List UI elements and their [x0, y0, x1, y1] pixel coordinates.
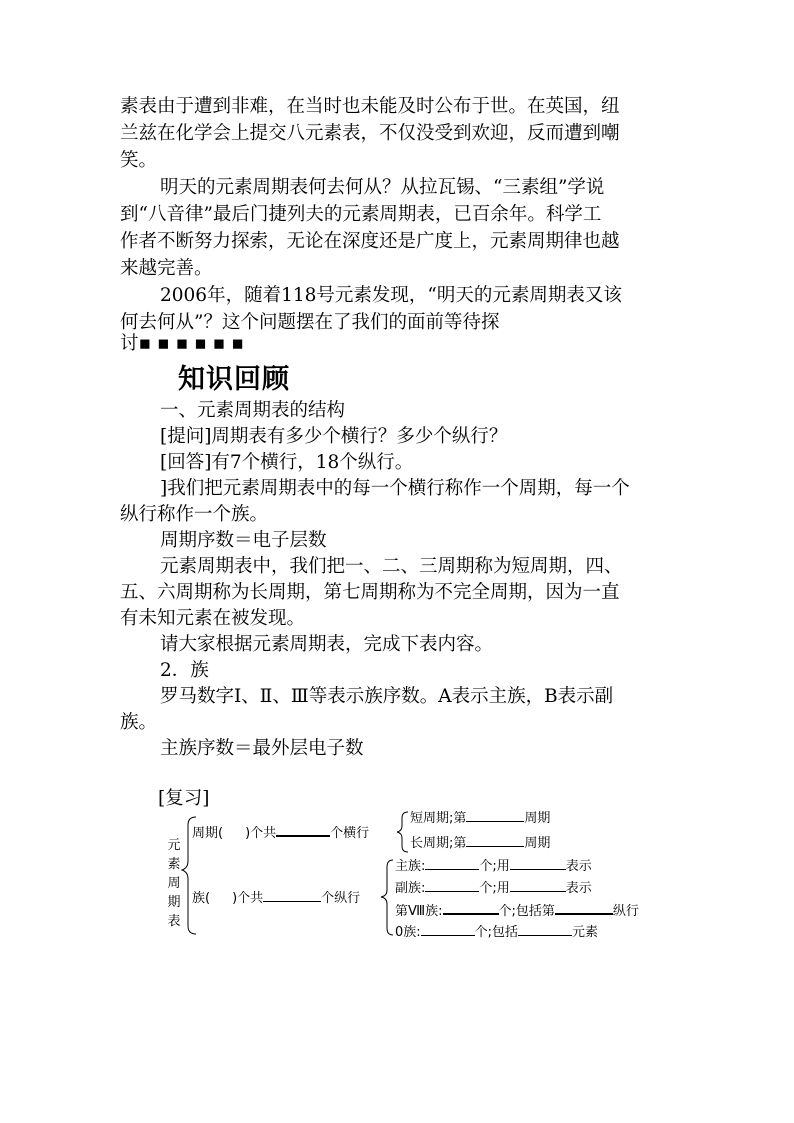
instruction-line: 请大家根据元素周期表，完成下表内容。	[160, 634, 494, 655]
viii-group-text-c: 纵行	[612, 904, 639, 919]
main-group-text-a: 主族:	[395, 859, 426, 874]
group-text-c: 个纵行	[321, 891, 361, 906]
period-row	[192, 823, 369, 842]
section2-title: 2．族	[160, 660, 209, 681]
period-count-blank[interactable]	[276, 823, 330, 837]
sub-group-row	[395, 879, 592, 897]
para3-line1: 2006年，随着118号元素发现，“明天的元素周期表又该	[160, 285, 622, 306]
period-desc-line1: 元素周期表中，我们把一、二、三周期称为短周期，四、	[160, 556, 623, 577]
para2-line2: 到“八音律”最后门捷列夫的元素周期表，已百余年。科学工	[120, 204, 602, 225]
para2-line3: 作者不断努力探索，无论在深度还是广度上，元素周期律也越	[120, 231, 620, 252]
viii-group-count-blank[interactable]	[443, 901, 499, 915]
section-heading: 知识回顾	[178, 364, 290, 395]
para1-line2: 兰兹在化学会上提交八元素表，不仅没受到欢迎，反而遭到嘲	[120, 123, 620, 144]
formula-group: 主族序数＝最外层电子数	[160, 738, 364, 759]
group-row	[192, 889, 360, 907]
main-group-text-c: 表示	[565, 859, 592, 874]
main-group-text-b: 个;用	[479, 859, 510, 874]
question-line: [提问]周期表有多少个横行？多少个纵行？	[160, 426, 508, 447]
zero-group-text-a: 0族:	[395, 925, 421, 940]
period-brace	[397, 812, 408, 852]
long-period-blank[interactable]	[466, 834, 524, 847]
main-group-row	[395, 857, 592, 875]
period-text-b: )个共	[245, 826, 277, 841]
group-text-b: )个共	[232, 891, 264, 906]
viii-group-columns-blank[interactable]	[555, 901, 613, 915]
main-group-count-blank[interactable]	[425, 857, 479, 870]
short-period-text-a: 短周期;第	[410, 811, 467, 826]
para1-line3: 笑。	[120, 150, 158, 171]
group-brace	[381, 860, 393, 935]
para2-line4: 来越完善。	[120, 258, 213, 279]
sub-group-text-c: 表示	[565, 881, 592, 896]
group-desc-line1: 罗马数字Ⅰ、Ⅱ、Ⅲ等表示族序数。A表示主族，B表示副	[160, 686, 614, 707]
sub-group-text-b: 个;用	[479, 881, 510, 896]
short-period-blank[interactable]	[466, 809, 524, 822]
zero-group-row	[395, 923, 598, 941]
sub-group-symbol-blank[interactable]	[510, 879, 566, 892]
long-period-text-b: 周期	[524, 836, 551, 851]
zero-group-elements-blank[interactable]	[518, 923, 572, 936]
group-count-blank[interactable]	[263, 889, 321, 902]
ellipsis-dots: ▪▪▪▪▪▪	[138, 333, 250, 354]
para3-line3-text: 讨	[120, 333, 139, 354]
short-period-row	[410, 809, 550, 827]
period-text-a: 周期(	[192, 826, 224, 841]
section1-title: 一、元素周期表的结构	[160, 400, 346, 421]
period-desc-line3: 有未知元素在被发现。	[120, 608, 306, 629]
viii-group-text-b: 个;包括第	[498, 904, 555, 919]
review-label: [复习]	[158, 788, 210, 809]
explain-line2: 纵行称作一个族。	[120, 504, 269, 525]
zero-group-text-b: 个;包括	[474, 925, 519, 940]
zero-group-text-c: 元素	[572, 925, 599, 940]
main-group-symbol-blank[interactable]	[510, 857, 566, 870]
diagram-root-label: 元素周期表	[167, 838, 181, 929]
group-desc-line2: 族。	[120, 712, 158, 733]
sub-group-count-blank[interactable]	[425, 879, 479, 892]
sub-group-text-a: 副族:	[395, 881, 426, 896]
answer-line: [回答]有7个横行，18个纵行。	[160, 452, 414, 473]
long-period-text-a: 长周期;第	[410, 836, 467, 851]
period-text-c: 个横行	[330, 826, 370, 841]
para2-line1: 明天的元素周期表何去何从？从拉瓦锡、“三素组”学说	[160, 177, 605, 198]
period-desc-line2: 五、六周期称为长周期，第七周期称为不完全周期，因为一直	[120, 582, 620, 603]
explain-line1: ]我们把元素周期表中的每一个横行称作一个周期，每一个	[160, 478, 630, 499]
formula-period: 周期序数＝电子层数	[160, 530, 327, 551]
para3-line2: 何去何从”？这个问题摆在了我们的面前等待探	[120, 312, 500, 333]
long-period-row	[410, 834, 550, 852]
group-text-a: 族(	[192, 891, 211, 906]
viii-group-row	[395, 901, 639, 920]
zero-group-count-blank[interactable]	[421, 923, 475, 936]
para1-line1: 素表由于遭到非难，在当时也未能及时公布于世。在英国，纽	[120, 96, 620, 117]
short-period-text-b: 周期	[524, 811, 551, 826]
viii-group-text-a: 第Ⅷ族:	[395, 904, 443, 919]
